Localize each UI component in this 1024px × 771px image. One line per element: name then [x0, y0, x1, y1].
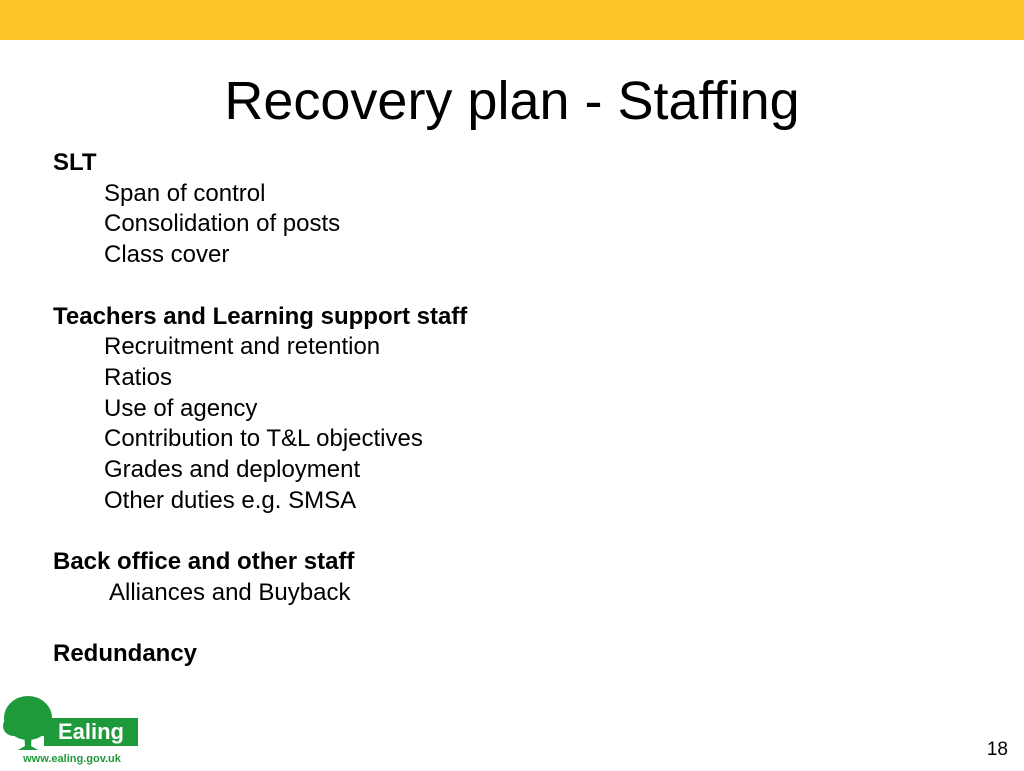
list-item: Recruitment and retention [104, 333, 381, 361]
list-item: Ratios [104, 363, 173, 391]
top-accent-bar [0, 0, 1024, 40]
ealing-logo-graphic [2, 694, 142, 766]
spacer [53, 609, 953, 640]
list-item: Other duties e.g. SMSA [104, 486, 357, 514]
logo-url: www.ealing.gov.uk [23, 753, 121, 765]
spacer [53, 516, 953, 547]
list-item: Use of agency [104, 394, 258, 422]
section-heading-slt: SLT [53, 149, 97, 176]
logo-name: Ealing [57, 719, 125, 744]
list-item: Grades and deployment [104, 456, 361, 484]
section-heading-redundancy: Redundancy [53, 640, 198, 668]
section-heading-back-office: Back office and other staff [53, 548, 355, 576]
list-item: Contribution to T&L objectives [104, 425, 423, 453]
page-number: 18 [986, 739, 1008, 760]
list-item: Consolidation of posts [104, 210, 341, 238]
list-item: Class cover [104, 241, 230, 269]
list-item: Alliances and Buyback [109, 578, 351, 606]
slide-title: Recovery plan - Staffing [224, 71, 800, 131]
spacer [53, 271, 953, 302]
section-heading-teachers: Teachers and Learning support staff [53, 302, 468, 330]
list-item: Span of control [104, 179, 266, 207]
slide-content [53, 148, 953, 670]
ealing-logo [2, 694, 142, 766]
